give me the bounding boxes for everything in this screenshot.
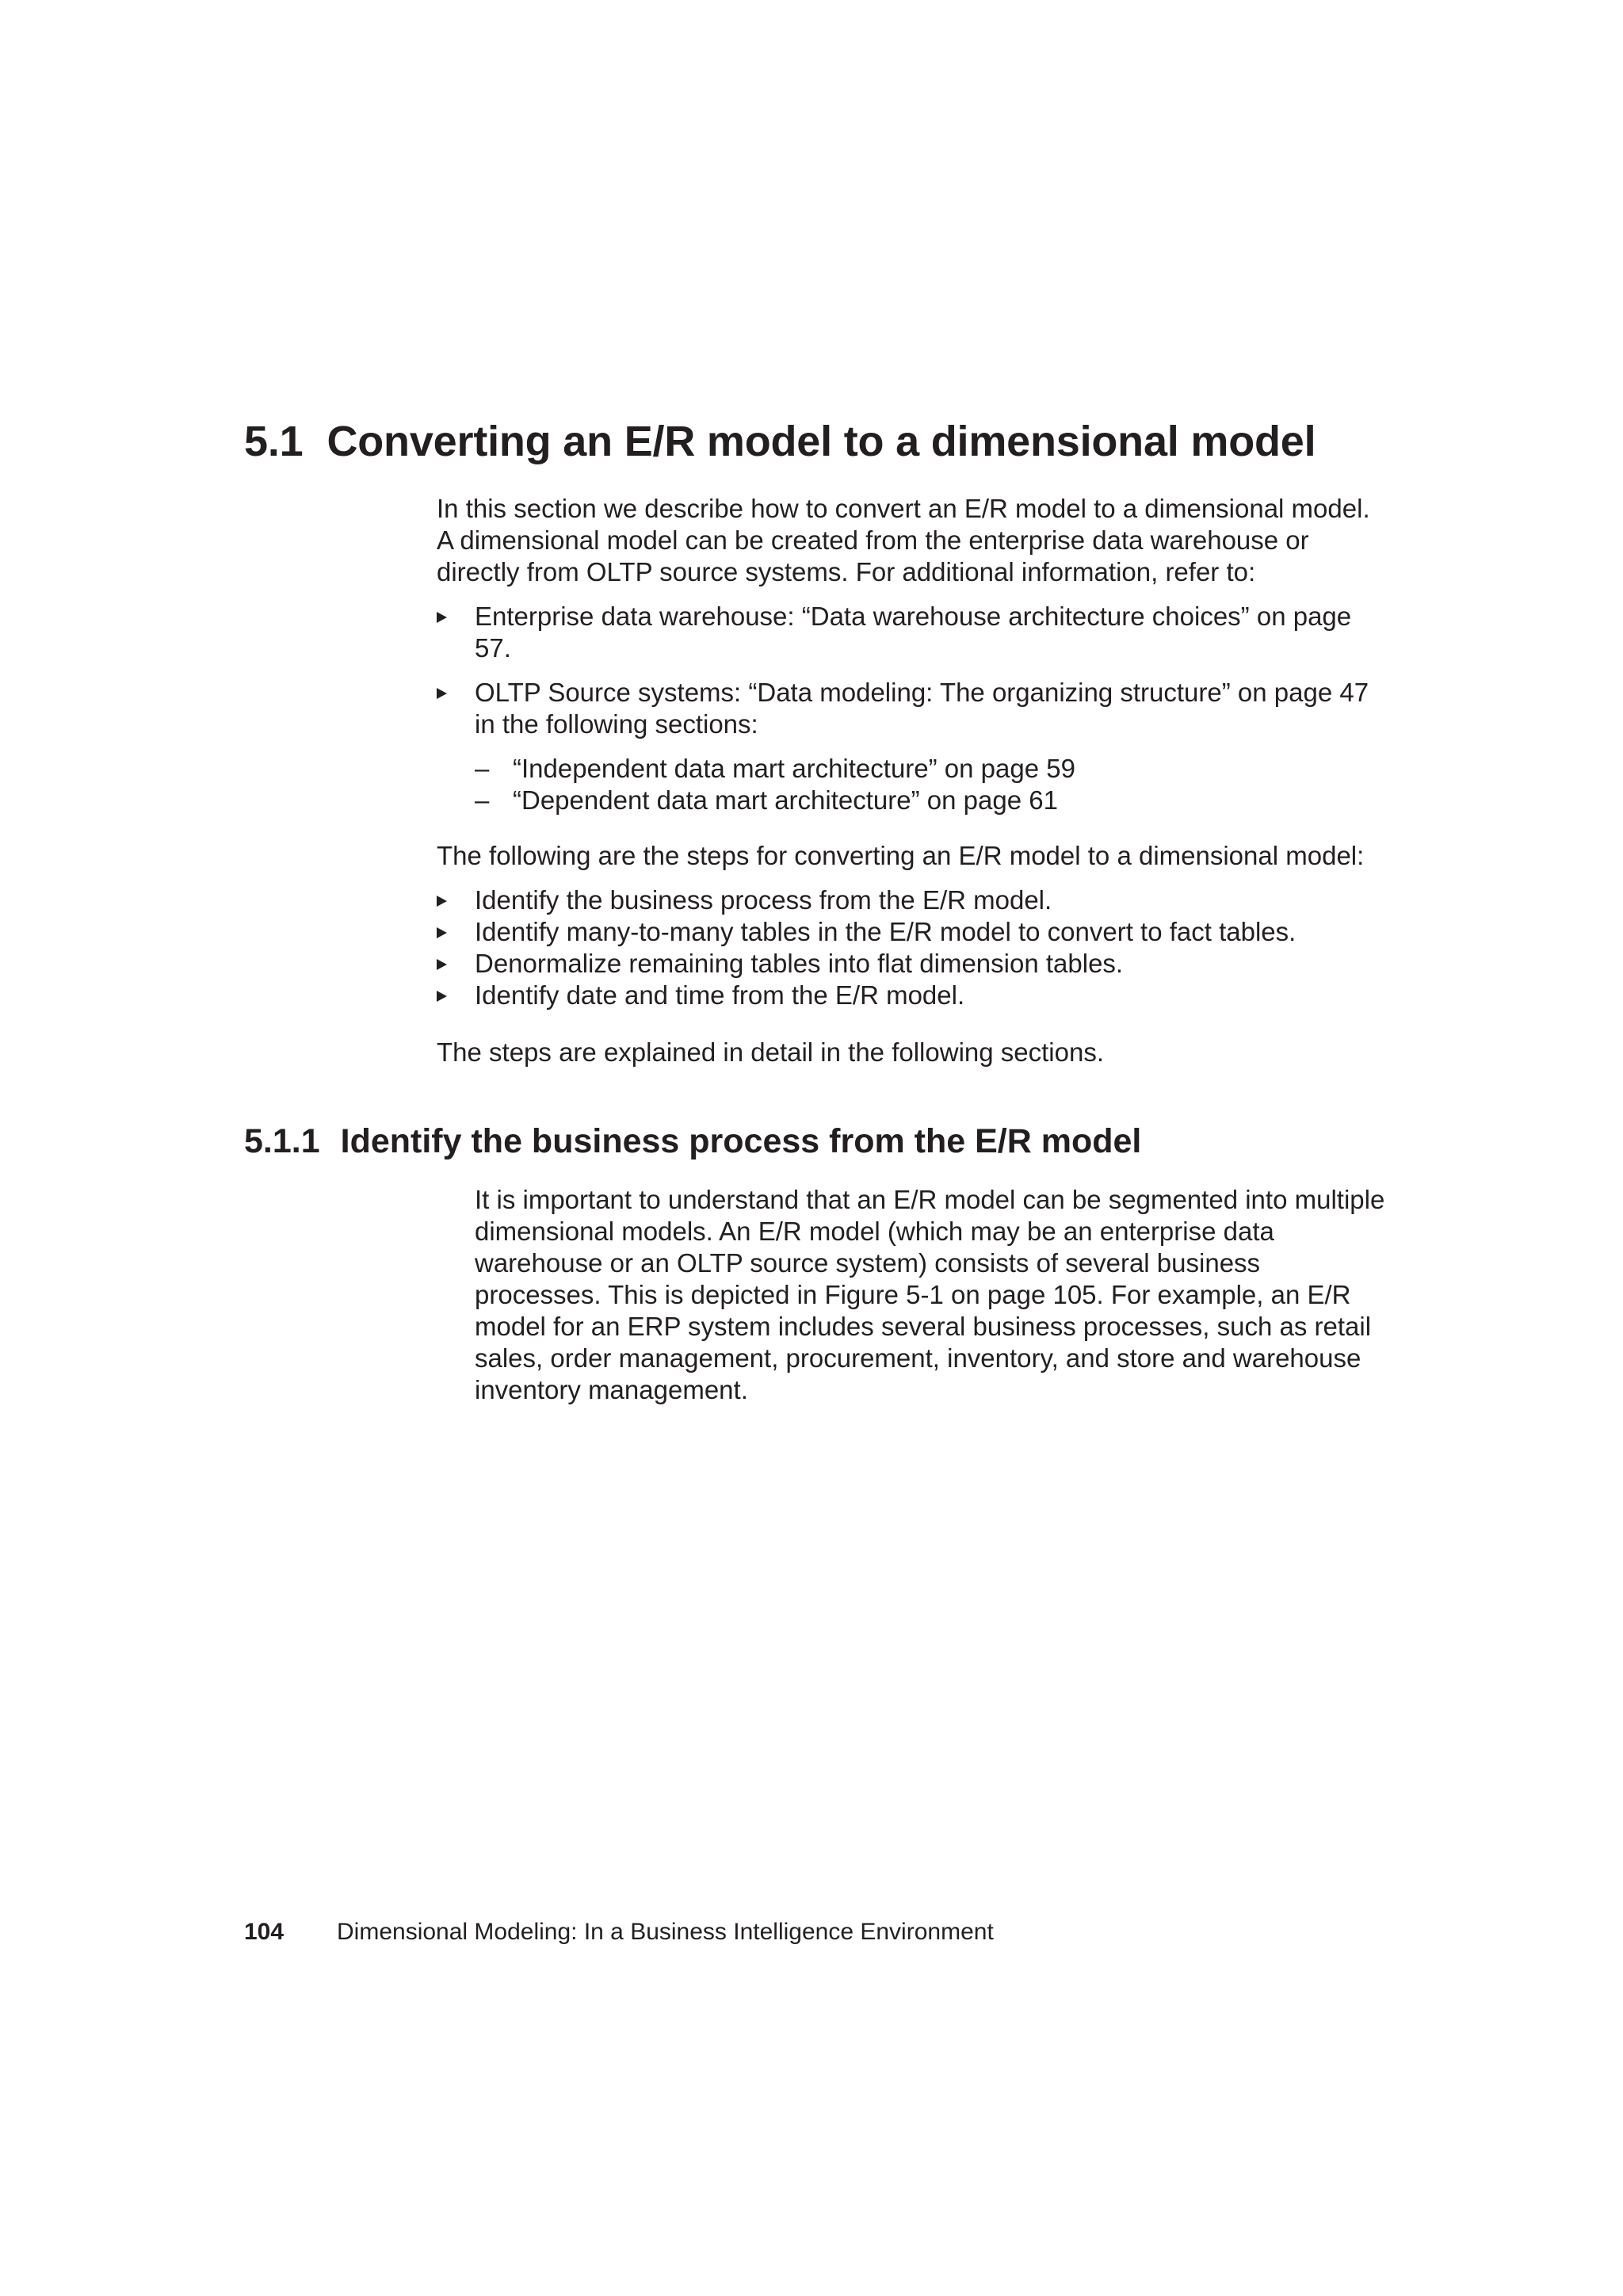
list-item: [437, 677, 1388, 816]
dash-bullet: –: [475, 785, 490, 815]
list-item: [437, 916, 1388, 948]
subsection-title: Identify the business process from the E/R model: [340, 1122, 1142, 1160]
subreference-list: [475, 753, 1388, 816]
steps-list: [437, 884, 1388, 1011]
page-footer: [244, 1916, 994, 1948]
step-text: Identify date and time from the E/R model.: [475, 980, 965, 1010]
triangle-bullet-icon: [437, 991, 447, 1002]
triangle-bullet-icon: [437, 688, 447, 699]
list-item: [437, 980, 1388, 1011]
triangle-bullet-icon: [437, 612, 447, 623]
subsection-number: 5.1.1: [244, 1122, 320, 1160]
steps-outro-paragraph: The steps are explained in detail in the following sections.: [437, 1037, 1104, 1067]
triangle-bullet-icon: [437, 959, 447, 970]
dash-bullet: –: [475, 754, 490, 783]
reference-list: [437, 601, 1388, 816]
reference-text: OLTP Source systems: “Data modeling: The organizing structure” on page 47 in the following sections:: [475, 678, 1369, 739]
section-title: Converting an E/R model to a dimensional model: [327, 418, 1316, 465]
section-body: [437, 493, 1388, 1068]
step-text: Identify the business process from the E/R model.: [475, 885, 1052, 915]
steps-intro-paragraph: The following are the steps for converting an E/R model to a dimensional model:: [437, 841, 1365, 870]
subreference-text: “Independent data mart architecture” on page 59: [513, 754, 1075, 783]
list-item: [437, 601, 1388, 664]
triangle-bullet-icon: [437, 927, 447, 938]
triangle-bullet-icon: [437, 896, 447, 907]
step-text: Identify many-to-many tables in the E/R model to convert to fact tables.: [475, 917, 1296, 946]
intro-paragraph: In this section we describe how to convert an E/R model to a dimensional model. A dimensional model can be created from the enterprise data warehouse or directly from OLTP source systems. For additional information, refer to:: [437, 494, 1370, 586]
list-item: [437, 948, 1388, 980]
section-number: 5.1: [244, 418, 304, 465]
section-heading: [244, 414, 1316, 469]
subsection-heading: [244, 1119, 1141, 1163]
reference-text: Enterprise data warehouse: “Data warehouse architecture choices” on page 57.: [475, 602, 1352, 663]
subsection-paragraph: It is important to understand that an E/R model can be segmented into multiple dimensional models. An E/R model (which may be an enterprise data warehouse or an OLTP source system) consists of several business processes. This is depicted in Figure 5-1 on page 105. For example, an E/R model for an ERP system includes several business processes, such as retail sales, order management, procurement, inventory, and store and warehouse inventory management.: [475, 1185, 1385, 1404]
list-item: [475, 753, 1388, 785]
book-title: Dimensional Modeling: In a Business Intelligence Environment: [337, 1919, 994, 1945]
list-item: [475, 785, 1388, 816]
step-text: Denormalize remaining tables into flat dimension tables.: [475, 949, 1124, 978]
subreference-text: “Dependent data mart architecture” on page 61: [513, 785, 1058, 815]
list-item: [437, 884, 1388, 916]
page-number: 104: [244, 1919, 285, 1945]
subsection-body: [475, 1184, 1386, 1406]
